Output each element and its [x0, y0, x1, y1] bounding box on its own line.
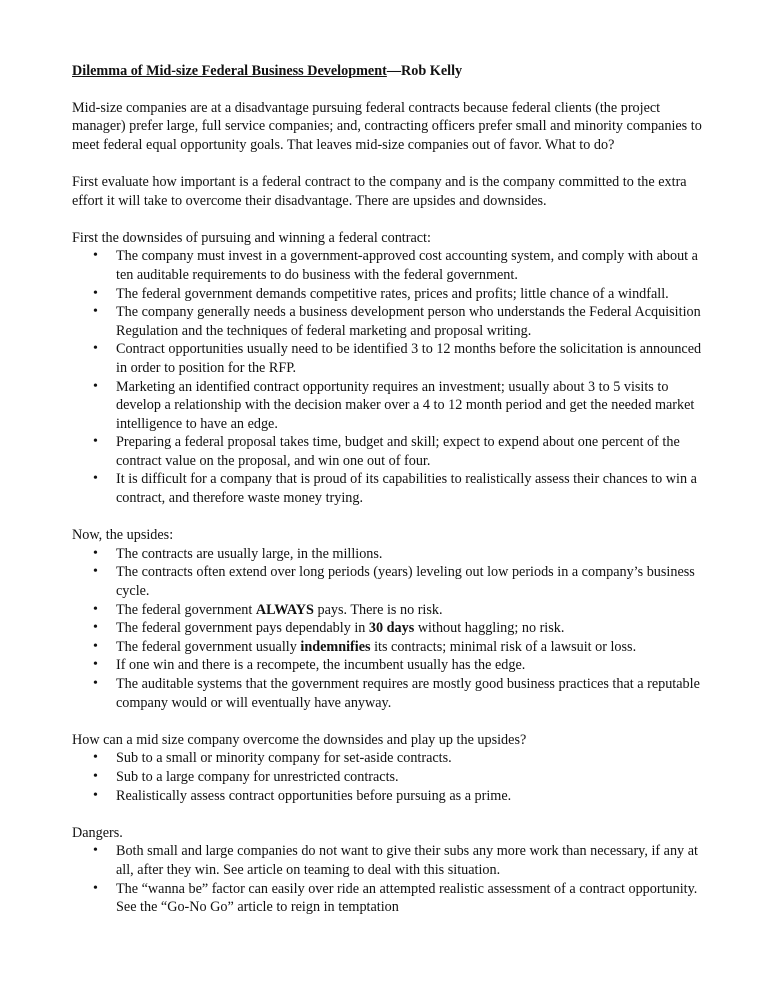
list-item: • The federal government demands competitive rates, prices and profits; little chance of a windfall.: [72, 285, 704, 304]
list-item: • Both small and large companies do not want to give their subs any more work than necessary, if any at all, after they win. See article on teaming to deal with this situation.: [72, 842, 704, 879]
list-item: • The “wanna be” factor can easily over ride an attempted realistic assessment of a contract opportunity. See the “Go-No Go” article to reign in temptation: [72, 880, 704, 917]
list-item: • The contracts often extend over long periods (years) leveling out low periods in a company’s business cycle.: [72, 563, 704, 600]
downsides-lead: First the downsides of pursuing and winning a federal contract:: [72, 229, 431, 246]
list-item: • The contracts are usually large, in the millions.: [72, 545, 704, 564]
list-item: • The company must invest in a government-approved cost accounting system, and comply with about a ten auditable requirements to do business with the federal government.: [72, 247, 704, 284]
overcome-lead: How can a mid size company overcome the downsides and play up the upsides?: [72, 731, 527, 748]
list-item-text: without haggling; no risk.: [414, 620, 565, 637]
list-item: • The company generally needs a business development person who understands the Federal Acquisition Regulation and the techniques of federal marketing and proposal writing.: [72, 303, 704, 340]
title-author: —Rob Kelly: [386, 63, 463, 79]
list-item: • Sub to a small or minority company for set-aside contracts.: [72, 749, 704, 768]
list-item: • Contract opportunities usually need to be identified 3 to 12 months before the solicitation is announced in order to position for the RFP.: [72, 340, 704, 377]
emphasis-text: ALWAYS: [255, 601, 314, 618]
list-item-text: The federal government pays dependably in: [116, 620, 369, 637]
list-item: [72, 638, 704, 657]
list-item: • Sub to a large company for unrestricted contracts.: [72, 768, 704, 787]
dangers-list: [72, 842, 704, 916]
overcome-list: [72, 749, 704, 805]
list-item: • Realistically assess contract opportunities before pursuing as a prime.: [72, 787, 704, 806]
list-item: • It is difficult for a company that is proud of its capabilities to realistically assess their chances to win a contract, and therefore waste money trying.: [72, 470, 704, 507]
intro-paragraph: Mid-size companies are at a disadvantage pursuing federal contracts because federal clients (the project manager) prefer large, full service companies; and, contracting officers prefer small and minority companies to meet federal equal opportunity goals. That leaves mid-size companies out of favor. What to do?: [72, 99, 702, 153]
downsides-list: [72, 247, 704, 507]
list-item-text: its contracts; minimal risk of a lawsuit or loss.: [370, 638, 637, 655]
emphasis-text: 30 days: [368, 620, 415, 637]
list-item-text: pays. There is no risk.: [313, 601, 443, 618]
evaluate-paragraph: First evaluate how important is a federal contract to the company and is the company committed to the extra effort it will take to overcome their disadvantage. There are upsides and downsides.: [72, 173, 687, 209]
list-item: • Preparing a federal proposal takes time, budget and skill; expect to expend about one percent of the contract value on the proposal, and win one out of four.: [72, 433, 704, 470]
dangers-lead: Dangers.: [72, 824, 123, 841]
title-main: Dilemma of Mid-size Federal Business Development: [72, 63, 387, 79]
upsides-list: [72, 545, 704, 712]
list-item-text: The federal government usually: [116, 638, 301, 655]
document-title: [72, 62, 704, 81]
list-item: [72, 601, 704, 620]
document-page: [72, 62, 704, 935]
list-item: • The auditable systems that the government requires are mostly good business practices that a reputable company would or will eventually have anyway.: [72, 675, 704, 712]
upsides-lead: Now, the upsides:: [72, 527, 174, 544]
emphasis-text: indemnifies: [300, 638, 371, 655]
list-item: • If one win and there is a recompete, the incumbent usually has the edge.: [72, 656, 704, 675]
list-item: [72, 619, 704, 638]
list-item: • Marketing an identified contract opportunity requires an investment; usually about 3 to 5 visits to develop a relationship with the decision maker over a 4 to 12 month period and get the needed market intelligence to have an edge.: [72, 378, 704, 434]
list-item-text: The federal government: [116, 601, 256, 618]
